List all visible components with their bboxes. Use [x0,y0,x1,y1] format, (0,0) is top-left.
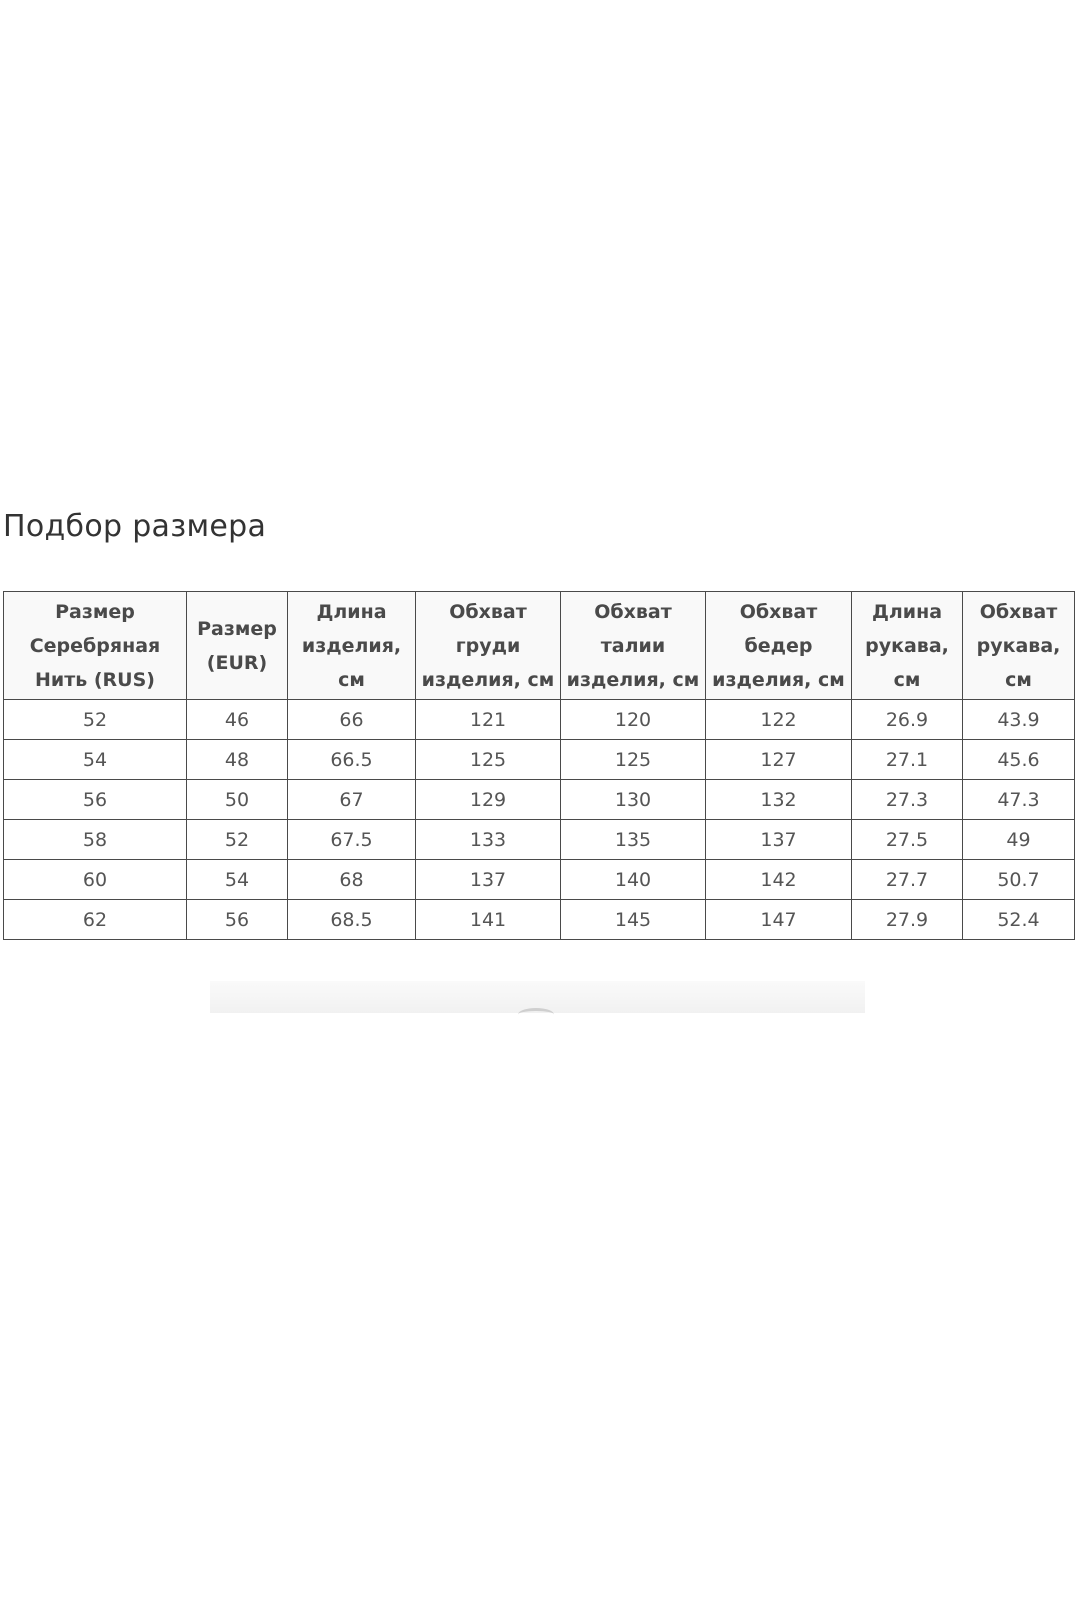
table-cell: 137 [706,820,852,860]
table-cell: 47.3 [963,780,1075,820]
column-header-line: рукава, [865,634,949,657]
column-header [561,592,706,700]
table-cell: 43.9 [963,700,1075,740]
column-header [852,592,963,700]
table-cell: 125 [561,740,706,780]
column-header-line: Обхват [449,600,527,623]
table-body [4,700,1075,940]
column-header-line: талии [600,634,666,657]
table-cell: 26.9 [852,700,963,740]
column-header-line: Длина [871,600,943,623]
column-header-line: Обхват [979,600,1058,623]
table-cell: 140 [561,860,706,900]
table-cell: 27.7 [852,860,963,900]
table-cell: 54 [4,740,187,780]
table-cell: 49 [963,820,1075,860]
table-header-row [4,592,1075,700]
column-header [288,592,416,700]
column-header-line: изделия, [301,634,402,657]
table-cell: 141 [416,900,561,940]
table-cell: 135 [561,820,706,860]
table-cell: 127 [706,740,852,780]
table-cell: 60 [4,860,187,900]
table-cell: 50.7 [963,860,1075,900]
table-cell: 27.1 [852,740,963,780]
table-cell: 66 [288,700,416,740]
column-header-line: (EUR) [206,651,268,674]
column-header-line: Обхват [739,600,818,623]
table-cell: 52.4 [963,900,1075,940]
table-cell: 67 [288,780,416,820]
table-cell: 68.5 [288,900,416,940]
column-header-line: изделия, см [566,668,700,691]
table-cell: 68 [288,860,416,900]
table-cell: 56 [187,900,288,940]
table-cell: 66.5 [288,740,416,780]
table-cell: 125 [416,740,561,780]
table-cell: 130 [561,780,706,820]
table-cell: 142 [706,860,852,900]
partial-product-image [210,981,865,1013]
table-cell: 121 [416,700,561,740]
page-title: Подбор размера [3,509,267,544]
column-header-line: рукава, [976,634,1061,657]
table-cell: 27.5 [852,820,963,860]
table-cell: 133 [416,820,561,860]
table-cell: 50 [187,780,288,820]
table-cell: 145 [561,900,706,940]
table-cell: 62 [4,900,187,940]
table-row [4,860,1075,900]
column-header-line: Серебряная [29,634,161,657]
column-header-line: груди [455,634,521,657]
table-row [4,700,1075,740]
column-header-line: Нить (RUS) [35,668,155,691]
table-cell: 120 [561,700,706,740]
table-cell: 132 [706,780,852,820]
column-header-line: Обхват [594,600,672,623]
table-cell: 67.5 [288,820,416,860]
column-header-line: бедер [744,634,813,657]
column-header [706,592,852,700]
table-cell: 48 [187,740,288,780]
table-cell: 147 [706,900,852,940]
column-header-line: см [338,668,365,691]
table-cell: 46 [187,700,288,740]
column-header-line: Размер [197,617,277,640]
table-cell: 122 [706,700,852,740]
column-header-line: изделия, см [712,668,845,691]
column-header [963,592,1075,700]
column-header-line: см [893,668,921,691]
column-header [187,592,288,700]
column-header [4,592,187,700]
table-cell: 27.9 [852,900,963,940]
table-cell: 129 [416,780,561,820]
column-header [416,592,561,700]
table-row [4,740,1075,780]
column-header-line: Размер [55,600,135,623]
table-cell: 137 [416,860,561,900]
table-cell: 58 [4,820,187,860]
column-header-line: изделия, см [421,668,555,691]
column-header-line: Длина [316,600,387,623]
image-arc [518,1008,554,1021]
table-row [4,780,1075,820]
table-row [4,820,1075,860]
table-cell: 54 [187,860,288,900]
table-cell: 56 [4,780,187,820]
table-cell: 52 [4,700,187,740]
table-cell: 45.6 [963,740,1075,780]
table-cell: 52 [187,820,288,860]
table-row [4,900,1075,940]
table-cell: 27.3 [852,780,963,820]
column-header-line: см [1005,668,1032,691]
size-table [3,591,1075,940]
